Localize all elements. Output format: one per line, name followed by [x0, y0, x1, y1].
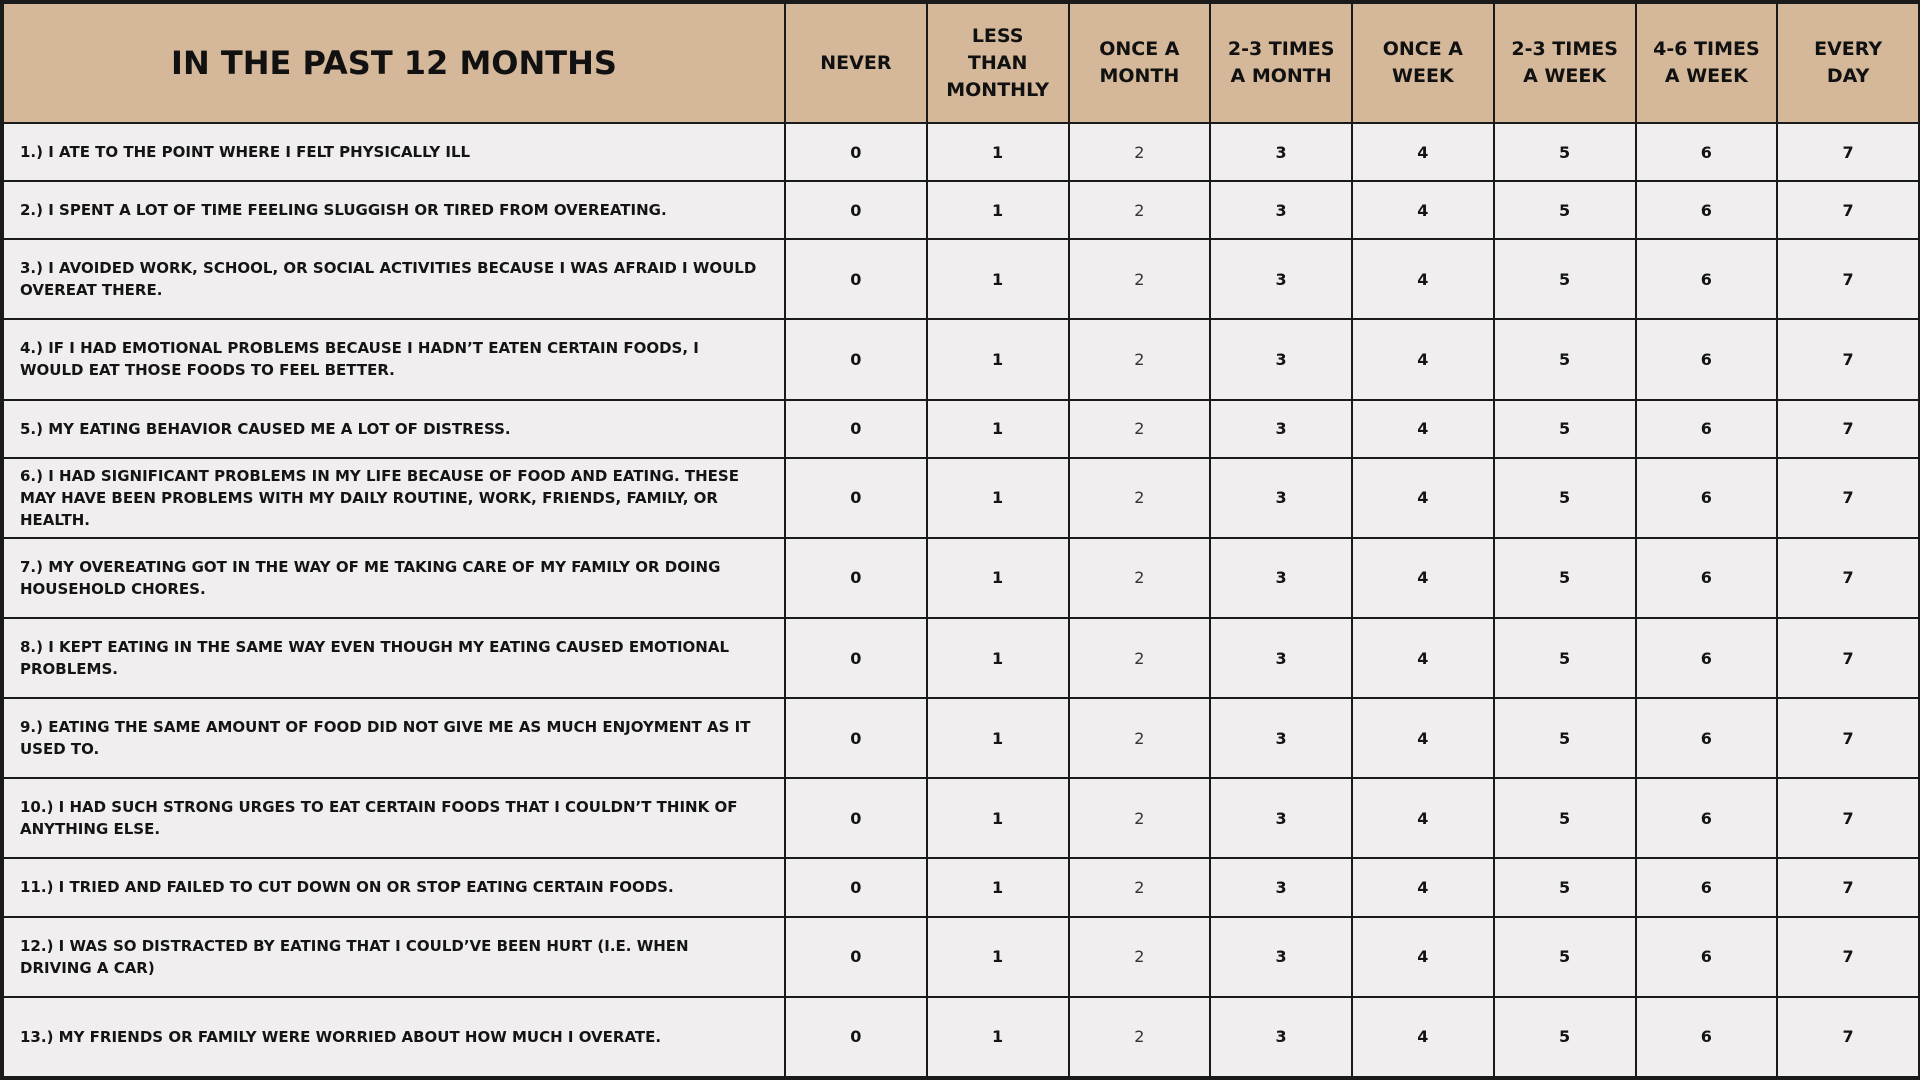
- question-text: 2.) I SPENT A LOT OF TIME FEELING SLUGGISH OR TIRED FROM OVEREATING.: [3, 181, 785, 239]
- score-cell[interactable]: 0: [785, 458, 927, 538]
- table-row: [3, 698, 1919, 778]
- question-text: 7.) MY OVEREATING GOT IN THE WAY OF ME TAKING CARE OF MY FAMILY OR DOING HOUSEHOLD CHORES.: [3, 538, 785, 618]
- score-cell[interactable]: 6: [1636, 997, 1778, 1077]
- score-cell[interactable]: 5: [1494, 698, 1636, 778]
- column-header-4-6-times-a-week: [1636, 3, 1778, 123]
- column-header-less-than-monthly: [927, 3, 1069, 123]
- score-cell[interactable]: 0: [785, 858, 927, 916]
- score-cell[interactable]: 4: [1352, 458, 1494, 538]
- score-cell[interactable]: 6: [1636, 319, 1778, 399]
- table-row: [3, 123, 1919, 181]
- score-cell[interactable]: 7: [1777, 239, 1919, 319]
- table-row: [3, 997, 1919, 1077]
- score-cell[interactable]: 5: [1494, 917, 1636, 997]
- score-cell[interactable]: 4: [1352, 858, 1494, 916]
- score-cell[interactable]: 3: [1210, 778, 1352, 858]
- table-row: [3, 400, 1919, 458]
- score-cell[interactable]: 0: [785, 319, 927, 399]
- score-cell[interactable]: 2: [1069, 181, 1211, 239]
- score-cell[interactable]: 1: [927, 698, 1069, 778]
- score-cell[interactable]: 1: [927, 618, 1069, 698]
- score-cell[interactable]: 2: [1069, 458, 1211, 538]
- question-text: 10.) I HAD SUCH STRONG URGES TO EAT CERTAIN FOODS THAT I COULDN’T THINK OF ANYTHING ELSE.: [3, 778, 785, 858]
- score-cell[interactable]: 3: [1210, 698, 1352, 778]
- column-header-label: ONCE A MONTH: [1099, 38, 1180, 87]
- column-header-once-a-week: [1352, 3, 1494, 123]
- score-cell[interactable]: 3: [1210, 538, 1352, 618]
- score-cell[interactable]: 2: [1069, 239, 1211, 319]
- score-cell[interactable]: 6: [1636, 538, 1778, 618]
- score-cell[interactable]: 4: [1352, 778, 1494, 858]
- table-row: [3, 618, 1919, 698]
- score-cell[interactable]: 2: [1069, 858, 1211, 916]
- score-cell[interactable]: 1: [927, 181, 1069, 239]
- score-cell[interactable]: 2: [1069, 319, 1211, 399]
- score-cell[interactable]: 5: [1494, 458, 1636, 538]
- score-cell[interactable]: 2: [1069, 400, 1211, 458]
- score-cell[interactable]: 0: [785, 239, 927, 319]
- column-header-once-a-month: [1069, 3, 1211, 123]
- score-cell[interactable]: 5: [1494, 618, 1636, 698]
- score-cell[interactable]: 0: [785, 123, 927, 181]
- column-header-2-3-times-a-week: [1494, 3, 1636, 123]
- question-text: 11.) I TRIED AND FAILED TO CUT DOWN ON OR STOP EATING CERTAIN FOODS.: [3, 858, 785, 916]
- score-cell[interactable]: 0: [785, 917, 927, 997]
- table-row: [3, 239, 1919, 319]
- score-cell[interactable]: 5: [1494, 778, 1636, 858]
- score-cell[interactable]: 0: [785, 400, 927, 458]
- column-header-2-3-times-a-month: [1210, 3, 1352, 123]
- column-header-label: 2-3 TIMES A WEEK: [1511, 38, 1618, 87]
- score-cell[interactable]: 6: [1636, 239, 1778, 319]
- score-cell[interactable]: 1: [927, 400, 1069, 458]
- question-text: 6.) I HAD SIGNIFICANT PROBLEMS IN MY LIFE BECAUSE OF FOOD AND EATING. THESE MAY HAVE BEEN PROBLEMS WITH MY DAILY ROUTINE, WORK, FRIENDS, FAMILY, OR HEALTH.: [3, 458, 785, 538]
- score-cell[interactable]: 2: [1069, 997, 1211, 1077]
- score-cell[interactable]: 7: [1777, 458, 1919, 538]
- score-cell[interactable]: 7: [1777, 778, 1919, 858]
- score-cell[interactable]: 0: [785, 538, 927, 618]
- score-cell[interactable]: 1: [927, 858, 1069, 916]
- column-header-label: NEVER: [820, 51, 892, 74]
- score-cell[interactable]: 2: [1069, 618, 1211, 698]
- question-text: 5.) MY EATING BEHAVIOR CAUSED ME A LOT OF DISTRESS.: [3, 400, 785, 458]
- frequency-table: [2, 2, 1920, 1078]
- score-cell[interactable]: 1: [927, 538, 1069, 618]
- score-cell[interactable]: 0: [785, 181, 927, 239]
- score-cell[interactable]: 4: [1352, 123, 1494, 181]
- table-title: IN THE PAST 12 MONTHS: [3, 3, 785, 123]
- score-cell[interactable]: 5: [1494, 858, 1636, 916]
- score-cell[interactable]: 3: [1210, 239, 1352, 319]
- score-cell[interactable]: 4: [1352, 319, 1494, 399]
- score-cell[interactable]: 6: [1636, 917, 1778, 997]
- score-cell[interactable]: 5: [1494, 400, 1636, 458]
- score-cell[interactable]: 1: [927, 917, 1069, 997]
- score-cell[interactable]: 0: [785, 778, 927, 858]
- score-cell[interactable]: 3: [1210, 400, 1352, 458]
- score-cell[interactable]: 6: [1636, 400, 1778, 458]
- score-cell[interactable]: 3: [1210, 181, 1352, 239]
- score-cell[interactable]: 1: [927, 458, 1069, 538]
- table-row: [3, 181, 1919, 239]
- column-header-label: 2-3 TIMES A MONTH: [1227, 38, 1335, 87]
- score-cell[interactable]: 7: [1777, 123, 1919, 181]
- score-cell[interactable]: 3: [1210, 917, 1352, 997]
- score-cell[interactable]: 5: [1494, 123, 1636, 181]
- score-cell[interactable]: 7: [1777, 997, 1919, 1077]
- score-cell[interactable]: 4: [1352, 239, 1494, 319]
- score-cell[interactable]: 6: [1636, 181, 1778, 239]
- score-cell[interactable]: 0: [785, 618, 927, 698]
- table-row: [3, 858, 1919, 916]
- score-cell[interactable]: 4: [1352, 618, 1494, 698]
- score-cell[interactable]: 2: [1069, 917, 1211, 997]
- column-header-every-day: [1777, 3, 1919, 123]
- column-header-label: 4-6 TIMES A WEEK: [1653, 38, 1760, 87]
- score-cell[interactable]: 2: [1069, 123, 1211, 181]
- column-header-label: LESS THAN MONTHLY: [946, 24, 1049, 101]
- score-cell[interactable]: 5: [1494, 538, 1636, 618]
- score-cell[interactable]: 6: [1636, 858, 1778, 916]
- score-cell[interactable]: 3: [1210, 319, 1352, 399]
- table-row: [3, 538, 1919, 618]
- question-text: 9.) EATING THE SAME AMOUNT OF FOOD DID NOT GIVE ME AS MUCH ENJOYMENT AS IT USED TO.: [3, 698, 785, 778]
- score-cell[interactable]: 3: [1210, 123, 1352, 181]
- score-cell[interactable]: 7: [1777, 538, 1919, 618]
- column-header-never: [785, 3, 927, 123]
- score-cell[interactable]: 5: [1494, 319, 1636, 399]
- score-cell[interactable]: 4: [1352, 698, 1494, 778]
- table-row: [3, 917, 1919, 997]
- score-cell[interactable]: 3: [1210, 458, 1352, 538]
- score-cell[interactable]: 0: [785, 698, 927, 778]
- question-text: 3.) I AVOIDED WORK, SCHOOL, OR SOCIAL ACTIVITIES BECAUSE I WAS AFRAID I WOULD OVEREAT THERE.: [3, 239, 785, 319]
- score-cell[interactable]: 2: [1069, 778, 1211, 858]
- score-cell[interactable]: 1: [927, 778, 1069, 858]
- score-cell[interactable]: 3: [1210, 997, 1352, 1077]
- score-cell[interactable]: 0: [785, 997, 927, 1077]
- score-cell[interactable]: 7: [1777, 400, 1919, 458]
- question-text: 12.) I WAS SO DISTRACTED BY EATING THAT I COULD’VE BEEN HURT (I.E. WHEN DRIVING A CAR): [3, 917, 785, 997]
- score-cell[interactable]: 7: [1777, 618, 1919, 698]
- column-header-label: ONCE A WEEK: [1382, 38, 1464, 87]
- score-cell[interactable]: 4: [1352, 997, 1494, 1077]
- table-row: [3, 319, 1919, 399]
- score-cell[interactable]: 7: [1777, 917, 1919, 997]
- question-text: 13.) MY FRIENDS OR FAMILY WERE WORRIED ABOUT HOW MUCH I OVERATE.: [3, 997, 785, 1077]
- score-cell[interactable]: 1: [927, 997, 1069, 1077]
- score-cell[interactable]: 5: [1494, 239, 1636, 319]
- score-cell[interactable]: 7: [1777, 181, 1919, 239]
- score-cell[interactable]: 6: [1636, 123, 1778, 181]
- score-cell[interactable]: 6: [1636, 778, 1778, 858]
- table-row: [3, 778, 1919, 858]
- question-text: 4.) IF I HAD EMOTIONAL PROBLEMS BECAUSE I HADN’T EATEN CERTAIN FOODS, I WOULD EAT THOSE FOODS TO FEEL BETTER.: [3, 319, 785, 399]
- score-cell[interactable]: 4: [1352, 400, 1494, 458]
- score-cell[interactable]: 2: [1069, 698, 1211, 778]
- score-cell[interactable]: 6: [1636, 458, 1778, 538]
- score-cell[interactable]: 3: [1210, 858, 1352, 916]
- header-row: [3, 3, 1919, 123]
- score-cell[interactable]: 5: [1494, 181, 1636, 239]
- score-cell[interactable]: 6: [1636, 618, 1778, 698]
- score-cell[interactable]: 4: [1352, 181, 1494, 239]
- score-cell[interactable]: 3: [1210, 618, 1352, 698]
- score-cell[interactable]: 5: [1494, 997, 1636, 1077]
- question-text: 1.) I ATE TO THE POINT WHERE I FELT PHYSICALLY ILL: [3, 123, 785, 181]
- score-cell[interactable]: 7: [1777, 698, 1919, 778]
- score-cell[interactable]: 4: [1352, 538, 1494, 618]
- score-cell[interactable]: 2: [1069, 538, 1211, 618]
- table-row: [3, 458, 1919, 538]
- score-cell[interactable]: 4: [1352, 917, 1494, 997]
- column-header-label: EVERY DAY: [1814, 38, 1883, 87]
- score-cell[interactable]: 6: [1636, 698, 1778, 778]
- score-cell[interactable]: 7: [1777, 858, 1919, 916]
- score-cell[interactable]: 7: [1777, 319, 1919, 399]
- score-cell[interactable]: 1: [927, 239, 1069, 319]
- score-cell[interactable]: 1: [927, 319, 1069, 399]
- score-cell[interactable]: 1: [927, 123, 1069, 181]
- question-text: 8.) I KEPT EATING IN THE SAME WAY EVEN THOUGH MY EATING CAUSED EMOTIONAL PROBLEMS.: [3, 618, 785, 698]
